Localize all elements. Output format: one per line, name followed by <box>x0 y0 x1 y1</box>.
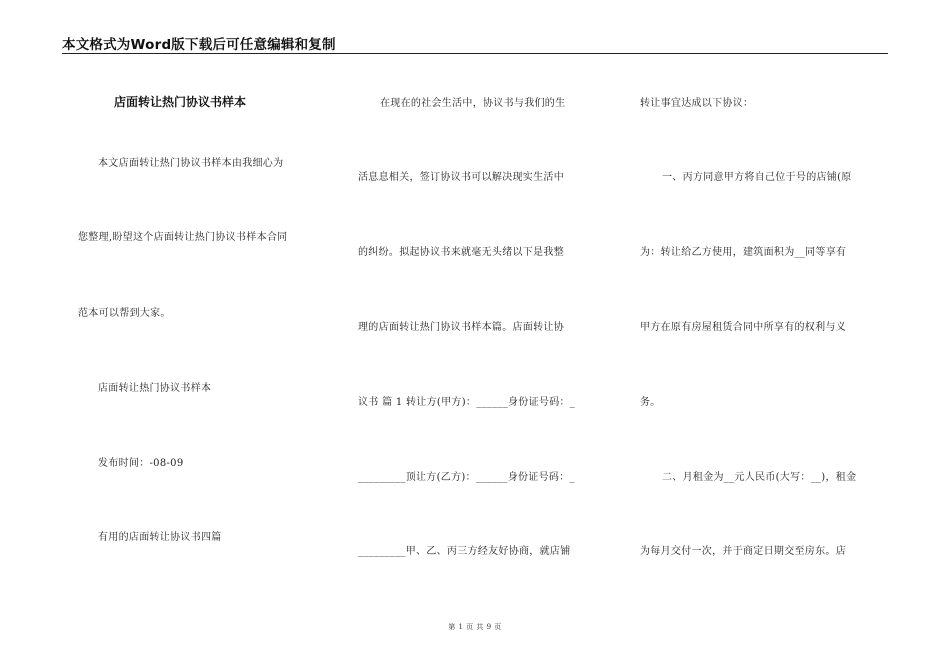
paragraph-line: 您整理,盼望这个店面转让热门协议书样本合同 <box>78 232 288 243</box>
paragraph-line: 理的店面转让热门协议书样本篇。店面转让协 <box>358 322 564 333</box>
paragraph-line: 在现在的社会生活中，协议书与我们的生 <box>380 98 566 109</box>
paragraph-line: 本文店面转让热门协议书样本由我细心为 <box>98 158 284 169</box>
paragraph-line: _________顶让方(乙方)：______身份证号码：_ <box>358 472 575 483</box>
paragraph-line: 为每月交付一次，并于商定日期交至房东。店 <box>640 546 846 557</box>
paragraph-line: _________甲、乙、丙三方经友好协商，就店铺 <box>358 546 571 557</box>
paragraph-line: 活息息相关，签订协议书可以解决现实生活中 <box>358 172 564 183</box>
document-title: 店面转让热门协议书样本 <box>114 95 247 109</box>
paragraph-line: 议书 篇 1 转让方(甲方)：______身份证号码：_ <box>358 397 576 408</box>
paragraph-line: 店面转让热门协议书样本 <box>98 383 212 394</box>
paragraph-line: 范本可以帮到大家。 <box>78 308 171 319</box>
publish-date: 发布时间：-08-09 <box>98 458 184 469</box>
header-title: 本文格式为Word版下载后可任意编辑和复制 <box>62 37 336 53</box>
paragraph-line: 为：转让给乙方使用，建筑面积为__同等享有 <box>640 247 847 258</box>
paragraph-line: 一、丙方同意甲方将自己位于号的店铺(原 <box>662 172 852 183</box>
page-header <box>62 33 888 54</box>
paragraph-line: 转让事宜达成以下协议： <box>640 98 754 109</box>
paragraph-line: 甲方在原有房屋租赁合同中所享有的权利与义 <box>640 322 846 333</box>
paragraph-line: 有用的店面转让协议书四篇 <box>98 532 222 543</box>
paragraph-line: 二、月租金为__元人民币(大写：__)，租金 <box>662 472 857 483</box>
page-number: 第 1 页 共 9 页 <box>448 623 502 631</box>
paragraph-line: 务。 <box>640 397 661 408</box>
paragraph-line: 的纠纷。拟起协议书来就毫无头绪以下是我整 <box>358 247 564 258</box>
